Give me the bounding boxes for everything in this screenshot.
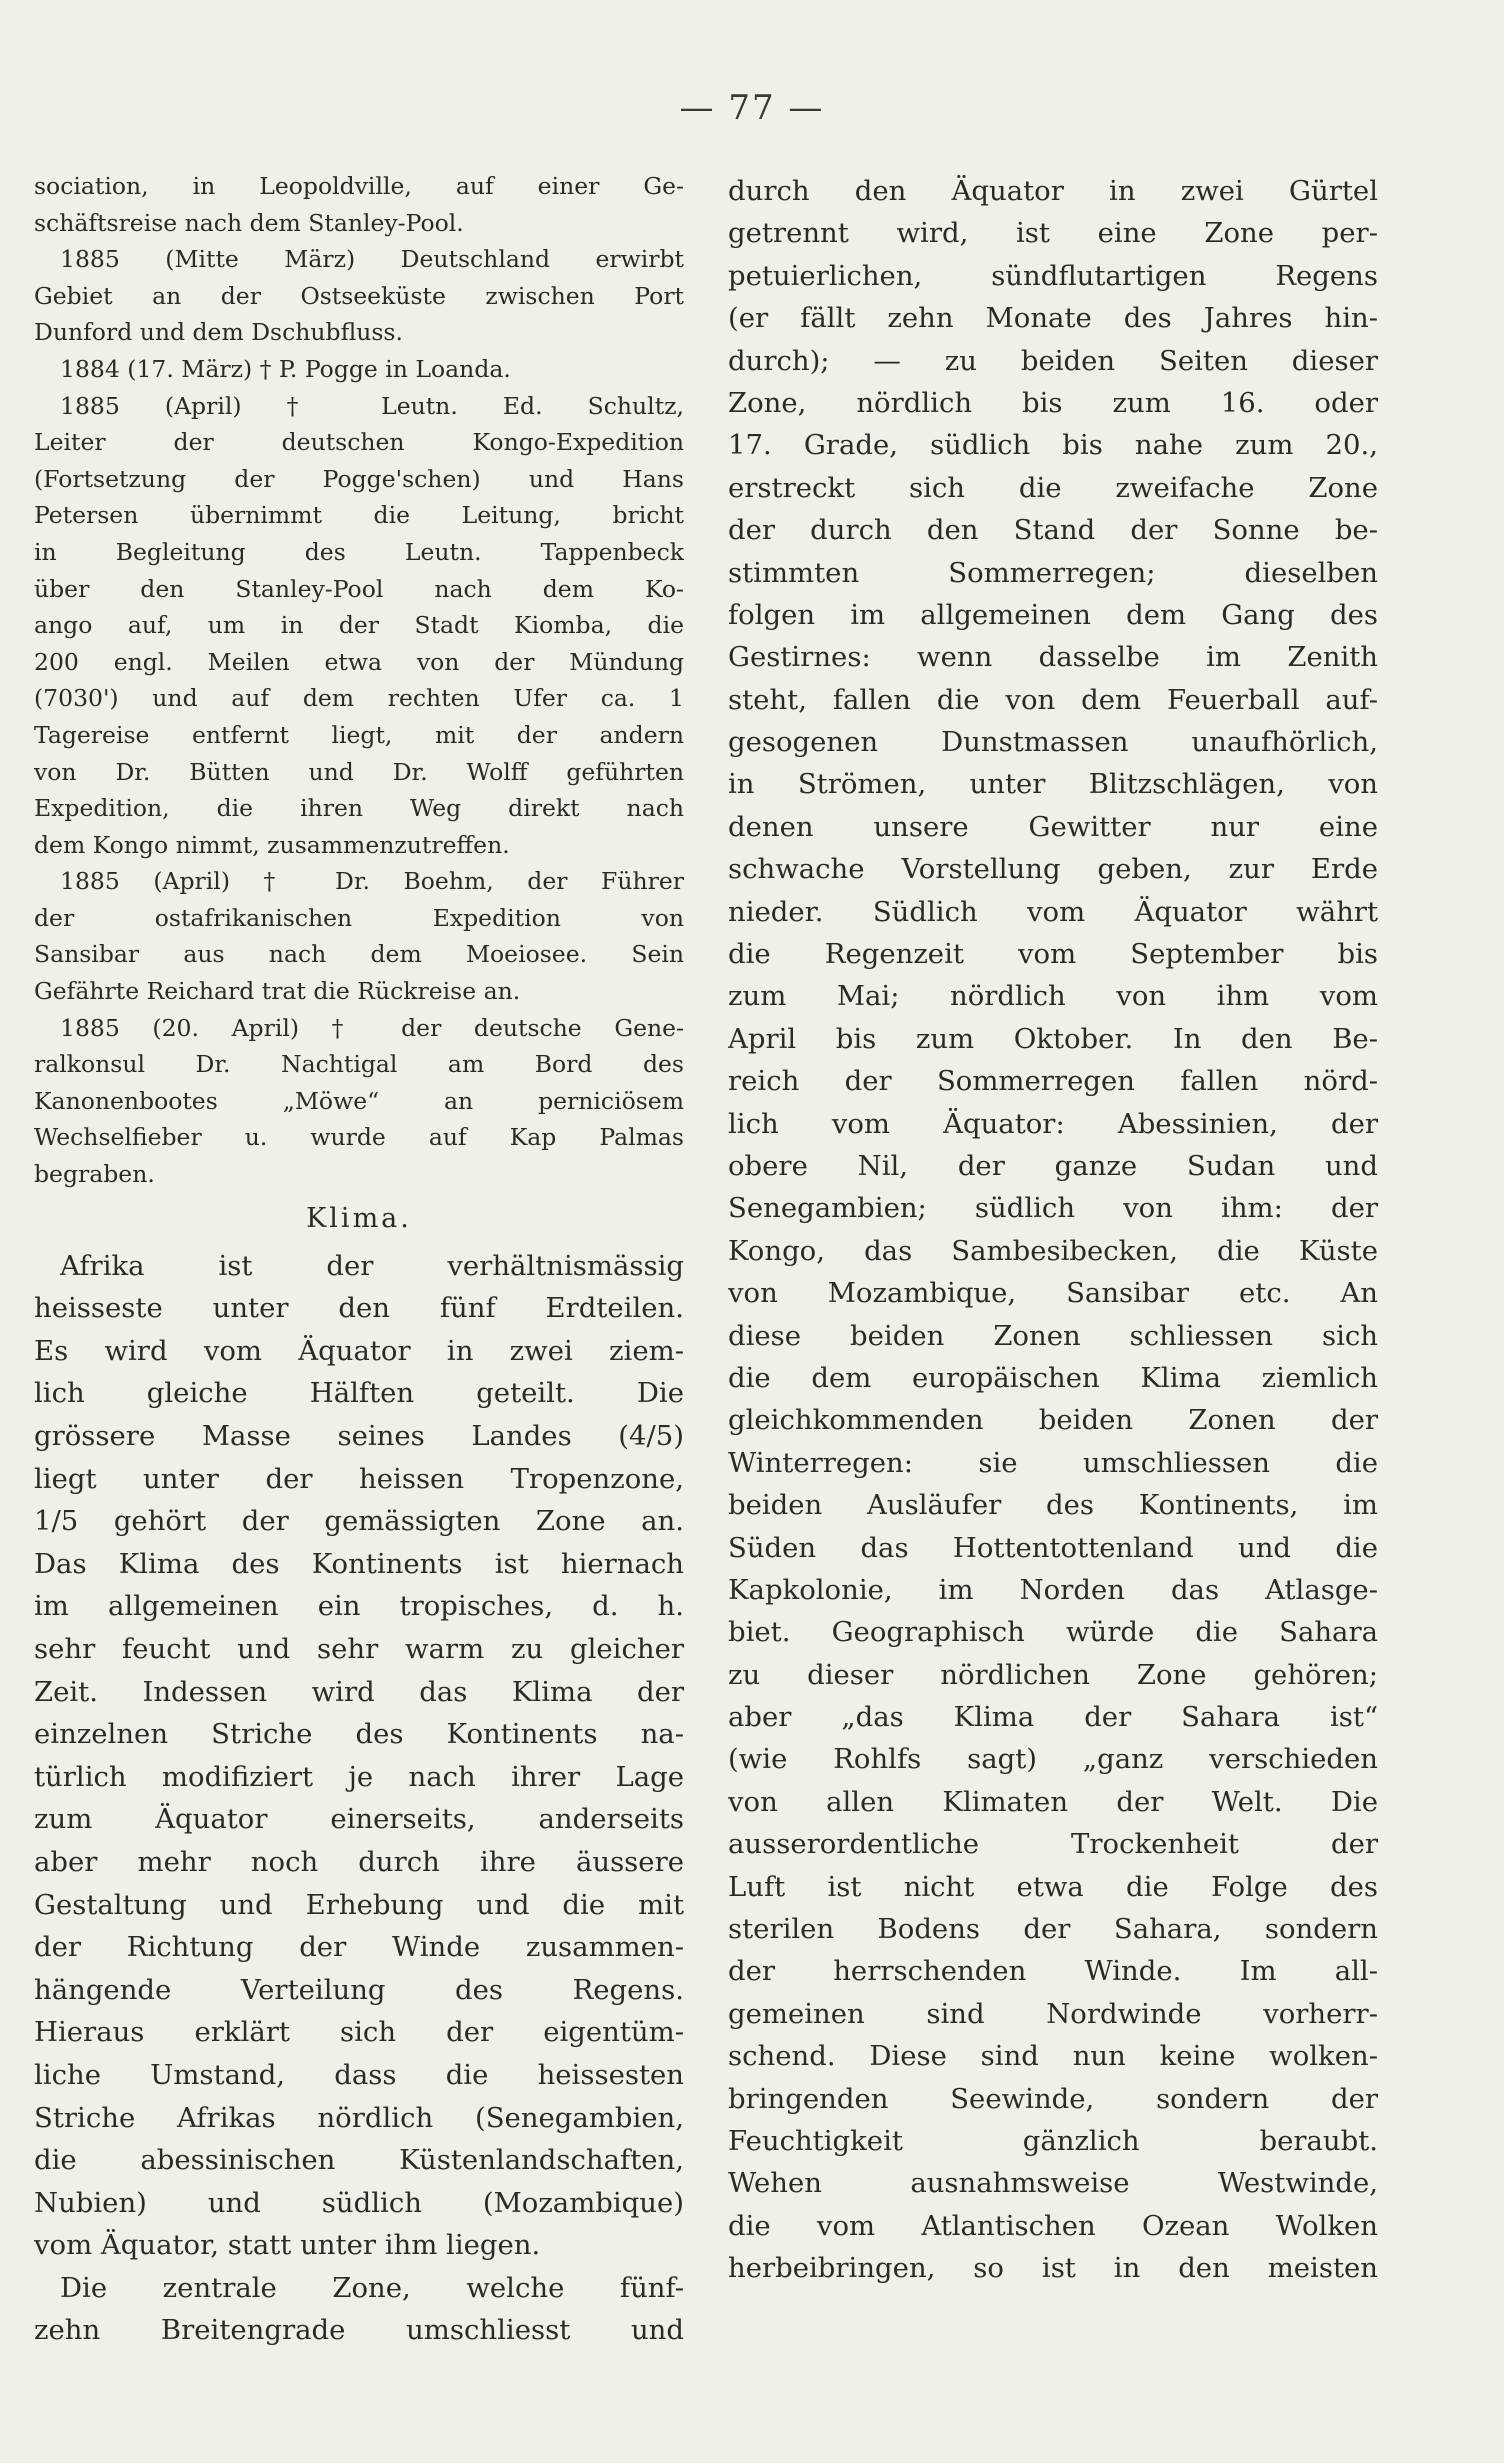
chronicle-line: Gefährte Reichard trat die Rückreise an. — [34, 977, 521, 1006]
paragraph-line: Süden das Hottentottenland und die — [728, 1531, 1378, 1564]
paragraph-line: herbeibringen, so ist in den meisten — [728, 2252, 1378, 2285]
paragraph-line: die dem europäischen Klima ziemlich — [728, 1361, 1378, 1394]
paragraph-line: Luft ist nicht etwa die Folge des — [728, 1870, 1378, 1903]
paragraph-line: die abessinischen Küstenlandschaften, — [34, 2144, 684, 2177]
paragraph-line: lich gleiche Hälften geteilt. Die — [34, 1377, 684, 1410]
paragraph-line: liche Umstand, dass die heissesten — [34, 2058, 684, 2091]
paragraph-line: die Regenzeit vom September bis — [728, 938, 1378, 971]
paragraph-line: petuierlichen, sündflutartigen Regens — [728, 259, 1378, 292]
paragraph-line: Afrika ist der verhältnismässig — [60, 1249, 684, 1282]
right-paragraph — [728, 170, 1378, 2290]
paragraph-line: Die zentrale Zone, welche fünf- — [60, 2271, 684, 2304]
paragraph-line: (wie Rohlfs sagt) „ganz verschieden — [728, 1743, 1378, 1776]
paragraph-line: diese beiden Zonen schliessen sich — [728, 1319, 1378, 1352]
paragraph-line: gesogenen Dunstmassen unaufhörlich, — [728, 726, 1378, 759]
paragraph-line: Senegambien; südlich von ihm: der — [728, 1192, 1378, 1225]
right-column — [728, 170, 1378, 2290]
chronicle-line: 1885 (20. April) † der deutsche Gene- — [60, 1013, 684, 1042]
paragraph-line: türlich modifiziert je nach ihrer Lage — [34, 1760, 684, 1793]
chronicle-line: sociation, in Leopoldville, auf einer Ge- — [34, 172, 684, 200]
paragraph-line: Feuchtigkeit gänzlich beraubt. — [728, 2124, 1378, 2157]
paragraph-line: von allen Klimaten der Welt. Die — [728, 1785, 1378, 1818]
chronicle-line: 200 engl. Meilen etwa von der Mündung — [34, 647, 684, 676]
paragraph-line: denen unsere Gewitter nur eine — [728, 810, 1378, 843]
paragraph-line: zehn Breitengrade umschliesst und — [34, 2314, 684, 2347]
section-heading: Klima. — [306, 1202, 412, 1234]
paragraph-line: nieder. Südlich vom Äquator währt — [728, 895, 1378, 928]
paragraph-line: aber „das Klima der Sahara ist“ — [728, 1701, 1378, 1734]
chronicle-line: Wechselfieber u. wurde auf Kap Palmas — [34, 1123, 684, 1152]
paragraph-line: Winterregen: sie umschliessen die — [728, 1446, 1378, 1479]
paragraph-line: Gestaltung und Erhebung und die mit — [34, 1888, 684, 1921]
paragraph-line: biet. Geographisch würde die Sahara — [728, 1616, 1378, 1649]
paragraph-line: aber mehr noch durch ihre äussere — [34, 1845, 684, 1878]
chronicle-line: 1884 (17. März) † P. Pogge in Loanda. — [60, 354, 511, 383]
chronicle-line: 1885 (Mitte März) Deutschland erwirbt — [60, 245, 684, 274]
paragraph-line: Gestirnes: wenn dasselbe im Zenith — [728, 641, 1378, 674]
chronicle-line: dem Kongo nimmt, zusammenzutreffen. — [34, 830, 510, 859]
paragraph-line: zu dieser nördlichen Zone gehören; — [728, 1658, 1378, 1691]
chronicle-section — [34, 168, 684, 1193]
paragraph-line: vom Äquator, statt unter ihm liegen. — [34, 2229, 541, 2262]
chronicle-line: ango auf, um in der Stadt Kiomba, die — [34, 611, 684, 640]
paragraph-line: der durch den Stand der Sonne be- — [728, 514, 1378, 547]
chronicle-line: in Begleitung des Leutn. Tappenbeck — [34, 537, 684, 566]
chronicle-line: Kanonenbootes „Möwe“ an perniciösem — [34, 1086, 684, 1115]
chronicle-line: Leiter der deutschen Kongo-Expedition — [34, 428, 684, 457]
paragraph-line: im allgemeinen ein tropisches, d. h. — [34, 1590, 684, 1623]
paragraph-line: zum Mai; nördlich von ihm vom — [728, 980, 1378, 1013]
paragraph-line: zum Äquator einerseits, anderseits — [34, 1803, 684, 1836]
chronicle-line: Dunford und dem Dschubfluss. — [34, 318, 403, 347]
paragraph-line: sehr feucht und sehr warm zu gleicher — [34, 1632, 684, 1665]
paragraph-line: getrennt wird, ist eine Zone per- — [728, 217, 1378, 250]
paragraph-line: Hieraus erklärt sich der eigentüm- — [34, 2016, 684, 2049]
paragraph-line: lich vom Äquator: Abessinien, der — [728, 1107, 1378, 1140]
left-column — [34, 168, 684, 2352]
paragraph-line: Zeit. Indessen wird das Klima der — [34, 1675, 684, 1708]
chronicle-line: 1885 (April) † Dr. Boehm, der Führer — [60, 867, 684, 896]
paragraph-line: gemeinen sind Nordwinde vorherr- — [728, 1997, 1378, 2030]
paragraph-line: Wehen ausnahmsweise Westwinde, — [728, 2167, 1378, 2200]
paragraph-line: der Richtung der Winde zusammen- — [34, 1931, 684, 1964]
paragraph-line: einzelnen Striche des Kontinents na- — [34, 1718, 684, 1751]
paragraph-line: sterilen Bodens der Sahara, sondern — [728, 1913, 1378, 1946]
paragraph-line: obere Nil, der ganze Sudan und — [728, 1149, 1378, 1182]
chronicle-line: begraben. — [34, 1160, 155, 1189]
paragraph-line: bringenden Seewinde, sondern der — [728, 2082, 1378, 2115]
klima-paragraph — [34, 1245, 684, 2352]
paragraph-line: beiden Ausläufer des Kontinents, im — [728, 1489, 1378, 1522]
paragraph-line: die vom Atlantischen Ozean Wolken — [728, 2209, 1378, 2242]
paragraph-line: heisseste unter den fünf Erdteilen. — [34, 1292, 684, 1325]
paragraph-line: (er fällt zehn Monate des Jahres hin- — [728, 302, 1378, 335]
paragraph-line: von Mozambique, Sansibar etc. An — [728, 1277, 1378, 1310]
paragraph-line: der herrschenden Winde. Im all- — [728, 1955, 1378, 1988]
paragraph-line: Zone, nördlich bis zum 16. oder — [728, 386, 1378, 419]
paragraph-line: 1/5 gehört der gemässigten Zone an. — [34, 1505, 684, 1538]
paragraph-line: reich der Sommerregen fallen nörd- — [728, 1065, 1378, 1098]
paragraph-line: Kongo, das Sambesibecken, die Küste — [728, 1234, 1378, 1267]
paragraph-line: stimmten Sommerregen; dieselben — [728, 556, 1378, 589]
chronicle-line: schäftsreise nach dem Stanley-Pool. — [34, 208, 464, 237]
paragraph-line: Nubien) und südlich (Mozambique) — [34, 2186, 684, 2219]
paragraph-line: in Strömen, unter Blitzschlägen, von — [728, 768, 1378, 801]
paragraph-line: Das Klima des Kontinents ist hiernach — [34, 1547, 684, 1580]
chronicle-line: 1885 (April) † Leutn. Ed. Schultz, — [60, 391, 684, 420]
paragraph-line: gleichkommenden beiden Zonen der — [728, 1404, 1378, 1437]
paragraph-line: erstreckt sich die zweifache Zone — [728, 471, 1378, 504]
chronicle-line: Petersen übernimmt die Leitung, bricht — [34, 501, 684, 530]
paragraph-line: 17. Grade, südlich bis nahe zum 20., — [728, 429, 1378, 462]
paragraph-line: April bis zum Oktober. In den Be- — [728, 1022, 1378, 1055]
chronicle-line: (7030') und auf dem rechten Ufer ca. 1 — [34, 684, 684, 713]
paragraph-line: Kapkolonie, im Norden das Atlasge- — [728, 1573, 1378, 1606]
chronicle-line: ralkonsul Dr. Nachtigal am Bord des — [34, 1050, 684, 1079]
chronicle-line: von Dr. Bütten und Dr. Wolff geführten — [34, 757, 684, 786]
chronicle-line: (Fortsetzung der Pogge'schen) und Hans — [34, 464, 684, 493]
paragraph-line: Es wird vom Äquator in zwei ziem- — [34, 1334, 684, 1367]
paragraph-line: grössere Masse seines Landes (4/5) — [34, 1420, 684, 1452]
paragraph-line: liegt unter der heissen Tropenzone, — [34, 1462, 684, 1495]
chronicle-line: über den Stanley-Pool nach dem Ko- — [34, 574, 684, 603]
chronicle-line: Expedition, die ihren Weg direkt nach — [34, 794, 684, 823]
paragraph-line: durch); — zu beiden Seiten dieser — [728, 344, 1378, 377]
paragraph-line: ausserordentliche Trockenheit der — [728, 1828, 1378, 1861]
paragraph-line: schend. Diese sind nun keine wolken- — [728, 2040, 1378, 2073]
chronicle-line: Tagereise entfernt liegt, mit der andern — [34, 720, 684, 749]
chronicle-line: der ostafrikanischen Expedition von — [34, 903, 684, 932]
paragraph-line: hängende Verteilung des Regens. — [34, 1973, 684, 2006]
paragraph-line: durch den Äquator in zwei Gürtel — [728, 175, 1378, 207]
paragraph-line: steht, fallen die von dem Feuerball auf- — [728, 683, 1378, 716]
page-number: — 77 — — [679, 88, 825, 128]
paragraph-line: schwache Vorstellung geben, zur Erde — [728, 853, 1378, 886]
chronicle-line: Sansibar aus nach dem Moeiosee. Sein — [34, 940, 684, 969]
paragraph-line: folgen im allgemeinen dem Gang des — [728, 598, 1378, 631]
paragraph-line: Striche Afrikas nördlich (Senegambien, — [34, 2101, 684, 2134]
chronicle-line: Gebiet an der Ostseeküste zwischen Port — [34, 281, 684, 310]
